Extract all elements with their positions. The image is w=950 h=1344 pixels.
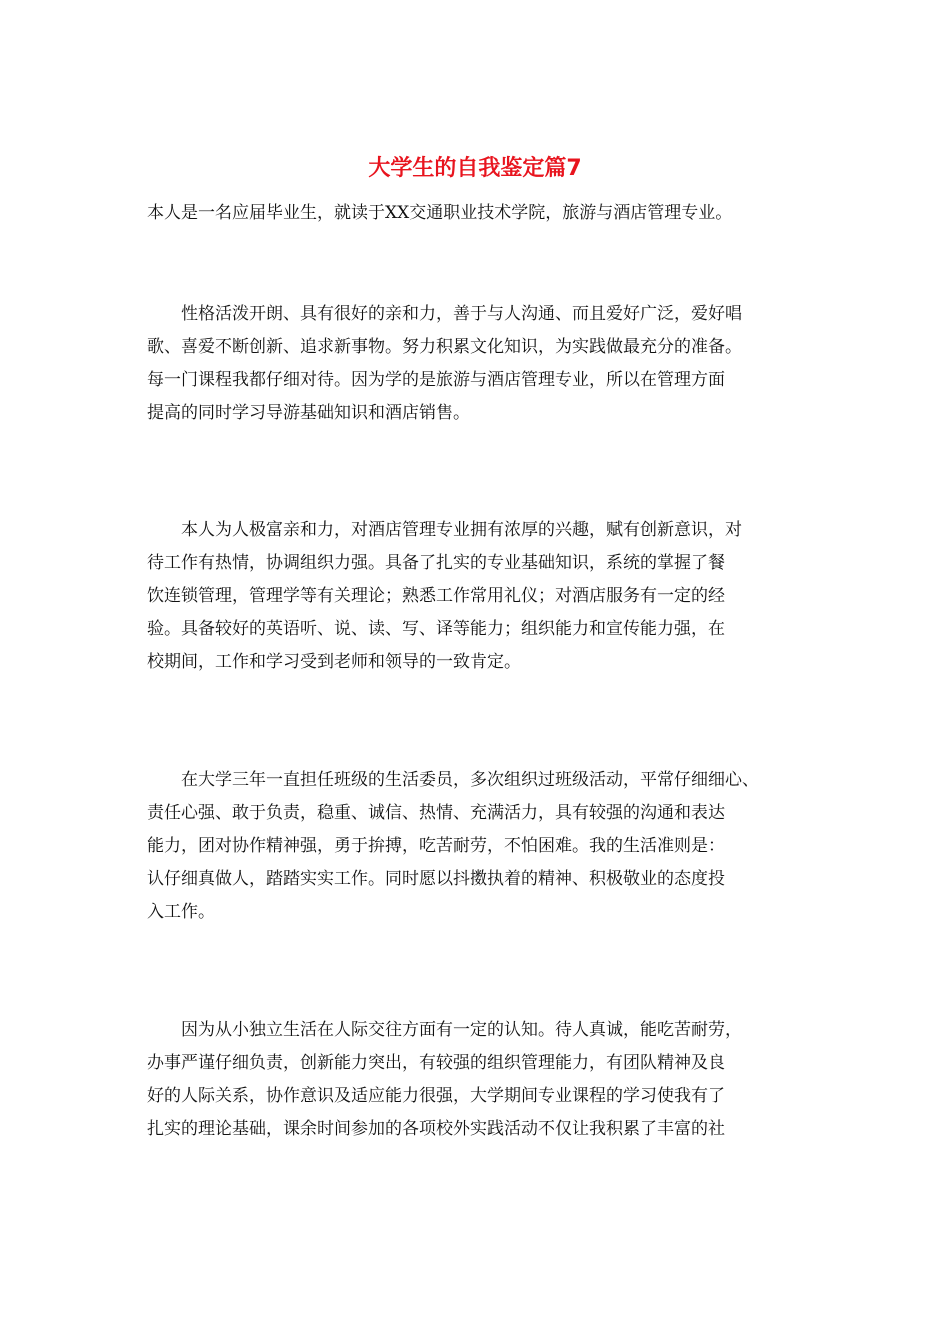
paragraph-line: 因为从小独立生活在人际交往方面有一定的认知。待人真诚，能吃苦耐劳，: [147, 1020, 742, 1040]
paragraph-line: 认仔细真做人，踏踏实实工作。同时愿以抖擞执着的精神、积极敬业的态度投: [147, 869, 725, 889]
paragraph-professional-skills: [147, 514, 812, 679]
paragraph-line: 待工作有热情，协调组织力强。具备了扎实的专业基础知识，系统的掌握了餐: [147, 553, 725, 573]
paragraph-line: 能力，团对协作精神强，勇于拚搏，吃苦耐劳，不怕困难。我的生活准则是：: [147, 836, 725, 856]
paragraph-line: 办事严谨仔细负责，创新能力突出，有较强的组织管理能力，有团队精神及良: [147, 1053, 725, 1073]
paragraph-line: 饮连锁管理，管理学等有关理论；熟悉工作常用礼仪；对酒店服务有一定的经: [147, 586, 725, 606]
paragraph-personality: [147, 298, 812, 430]
paragraph-line: 校期间，工作和学习受到老师和领导的一致肯定。: [147, 652, 521, 672]
paragraph-line: 本人为人极富亲和力，对酒店管理专业拥有浓厚的兴趣，赋有创新意识，对: [147, 520, 742, 540]
paragraph-line: 性格活泼开朗、具有很好的亲和力，善于与人沟通、而且爱好广泛，爱好唱: [147, 304, 742, 324]
paragraph-line: 在大学三年一直担任班级的生活委员，多次组织过班级活动，平常仔细细心、: [147, 770, 759, 790]
paragraph-line: 提高的同时学习导游基础知识和酒店销售。: [147, 403, 470, 423]
paragraph-line: 每一门课程我都仔细对待。因为学的是旅游与酒店管理专业，所以在管理方面: [147, 370, 725, 390]
paragraph-line: 验。具备较好的英语听、说、读、写、译等能力；组织能力和宣传能力强，在: [147, 619, 725, 639]
paragraph-line: 扎实的理论基础，课余时间参加的各项校外实践活动不仅让我积累了丰富的社: [147, 1119, 725, 1139]
intro-paragraph: 本人是一名应届毕业生，就读于XX交通职业技术学院，旅游与酒店管理专业。: [147, 203, 733, 223]
document-title: 大学生的自我鉴定篇7: [368, 156, 582, 181]
paragraph-line: 好的人际关系，协作意识及适应能力很强，大学期间专业课程的学习使我有了: [147, 1086, 725, 1106]
paragraph-class-committee: [147, 764, 812, 929]
paragraph-line: 入工作。: [147, 902, 215, 922]
paragraph-line: 责任心强、敢于负责，稳重、诚信、热情、充满活力，具有较强的沟通和表达: [147, 803, 725, 823]
paragraph-interpersonal: [147, 1014, 812, 1146]
paragraph-line: 歌、喜爱不断创新、追求新事物。努力积累文化知识，为实践做最充分的准备。: [147, 337, 742, 357]
